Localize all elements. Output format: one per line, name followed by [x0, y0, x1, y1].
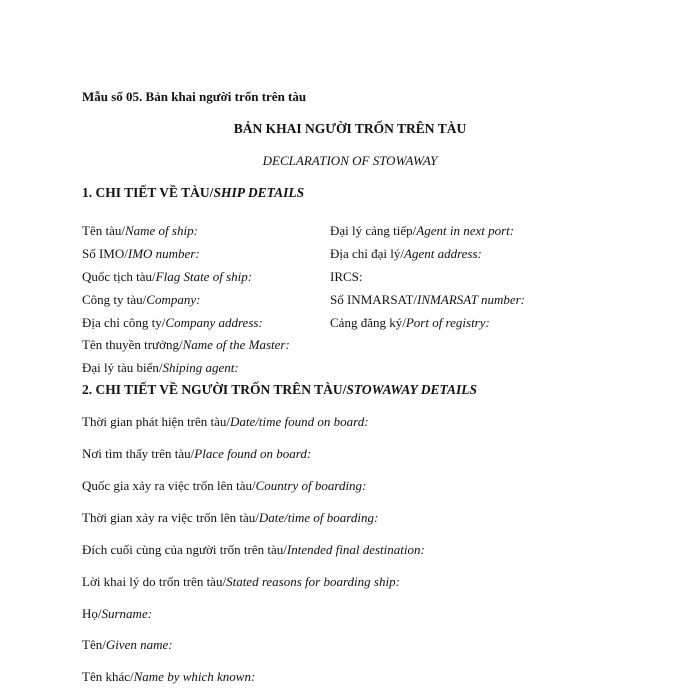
section-ship-details-en: SHIP DETAILS: [213, 185, 305, 200]
section-ship-details-heading: [82, 186, 304, 200]
field-label-en: Agent in next port:: [416, 223, 515, 238]
field-label-en: Stated reasons for boarding ship:: [226, 574, 400, 589]
section-stowaway-details-en: STOWAWAY DETAILS: [346, 382, 478, 397]
section-stowaway-details-vi: 2. CHI TIẾT VỀ NGƯỜI TRỐN TRÊN TÀU/: [82, 382, 347, 397]
field-label-vi: Đại lý cảng tiếp/: [330, 223, 417, 238]
field-label-en: Agent address:: [404, 246, 482, 261]
field-agent-next-port: [330, 224, 514, 237]
field-label-vi: IRCS:: [330, 269, 363, 284]
field-label-en: Company:: [146, 292, 201, 307]
field-label-en: Place found on board:: [194, 446, 312, 461]
field-label-vi: Số IMO/: [82, 246, 128, 261]
section-stowaway-details-heading: [82, 383, 477, 397]
field-label-vi: Công ty tàu/: [82, 292, 147, 307]
field-surname: [82, 607, 152, 620]
field-master-name: [82, 338, 290, 351]
field-flag-state: [82, 270, 252, 283]
field-label-vi: Tên/: [82, 637, 106, 652]
document-subtitle: DECLARATION OF STOWAWAY: [262, 153, 438, 168]
field-label-en: Name of the Master:: [182, 337, 290, 352]
field-company-address: [82, 316, 263, 329]
field-label-vi: Tên thuyền trưởng/: [82, 337, 183, 352]
field-company: [82, 293, 200, 306]
field-label-vi: Quốc gia xảy ra việc trốn lên tàu/: [82, 478, 256, 493]
field-label-en: Shiping agent:: [162, 360, 239, 375]
field-place-found-on-board: [82, 447, 311, 460]
field-label-en: Given name:: [105, 637, 173, 652]
field-date-of-boarding: [82, 511, 378, 524]
field-label-vi: Nơi tìm thấy trên tàu/: [82, 446, 195, 461]
field-given-name: [82, 638, 173, 651]
field-label-vi: Tên tàu/: [82, 223, 125, 238]
field-label-vi: Cảng đăng ký/: [330, 315, 406, 330]
field-label-vi: Thời gian phát hiện trên tàu/: [82, 414, 231, 429]
field-label-en: Name of ship:: [124, 223, 198, 238]
field-label-vi: Lời khai lý do trốn trên tàu/: [82, 574, 227, 589]
field-intended-final-destination: [82, 543, 425, 556]
field-label-vi: Họ/: [82, 606, 102, 621]
field-label-en: Date/time found on board:: [230, 414, 369, 429]
field-country-of-boarding: [82, 479, 366, 492]
field-agent-address: [330, 247, 482, 260]
field-ship-name: [82, 224, 198, 237]
field-label-vi: Số INMARSAT/: [330, 292, 418, 307]
field-label-en: Intended final destination:: [286, 542, 425, 557]
field-label-en: Surname:: [101, 606, 153, 621]
field-label-en: Port of registry:: [405, 315, 490, 330]
field-imo-number: [82, 247, 200, 260]
field-port-of-registry: [330, 316, 490, 329]
field-label-en: IMO number:: [127, 246, 200, 261]
field-label-en: Company address:: [165, 315, 263, 330]
field-label-vi: Đại lý tàu biển/: [82, 360, 163, 375]
section-ship-details-vi: 1. CHI TIẾT VỀ TÀU/: [82, 185, 214, 200]
field-label-en: Name by which known:: [133, 669, 256, 684]
field-label-vi: Địa chỉ công ty/: [82, 315, 166, 330]
field-ircs: [330, 270, 363, 283]
field-name-by-which-known: [82, 670, 255, 683]
document-title: BẢN KHAI NGƯỜI TRỐN TRÊN TÀU: [233, 121, 467, 136]
field-label-vi: Địa chỉ đại lý/: [330, 246, 405, 261]
field-label-vi: Quốc tịch tàu/: [82, 269, 156, 284]
field-label-vi: Đích cuối cùng của người trốn trên tàu/: [82, 542, 287, 557]
field-stated-reasons: [82, 575, 400, 588]
field-shipping-agent: [82, 361, 239, 374]
field-label-en: Country of boarding:: [255, 478, 367, 493]
field-label-vi: Tên khác/: [82, 669, 134, 684]
field-date-found-on-board: [82, 415, 369, 428]
form-number: Mẫu số 05. Bản khai người trốn trên tàu: [82, 89, 307, 104]
field-inmarsat-number: [330, 293, 525, 306]
field-label-en: Date/time of boarding:: [258, 510, 379, 525]
field-label-en: INMARSAT number:: [417, 292, 526, 307]
field-label-en: Flag State of ship:: [155, 269, 253, 284]
field-label-vi: Thời gian xảy ra việc trốn lên tàu/: [82, 510, 259, 525]
